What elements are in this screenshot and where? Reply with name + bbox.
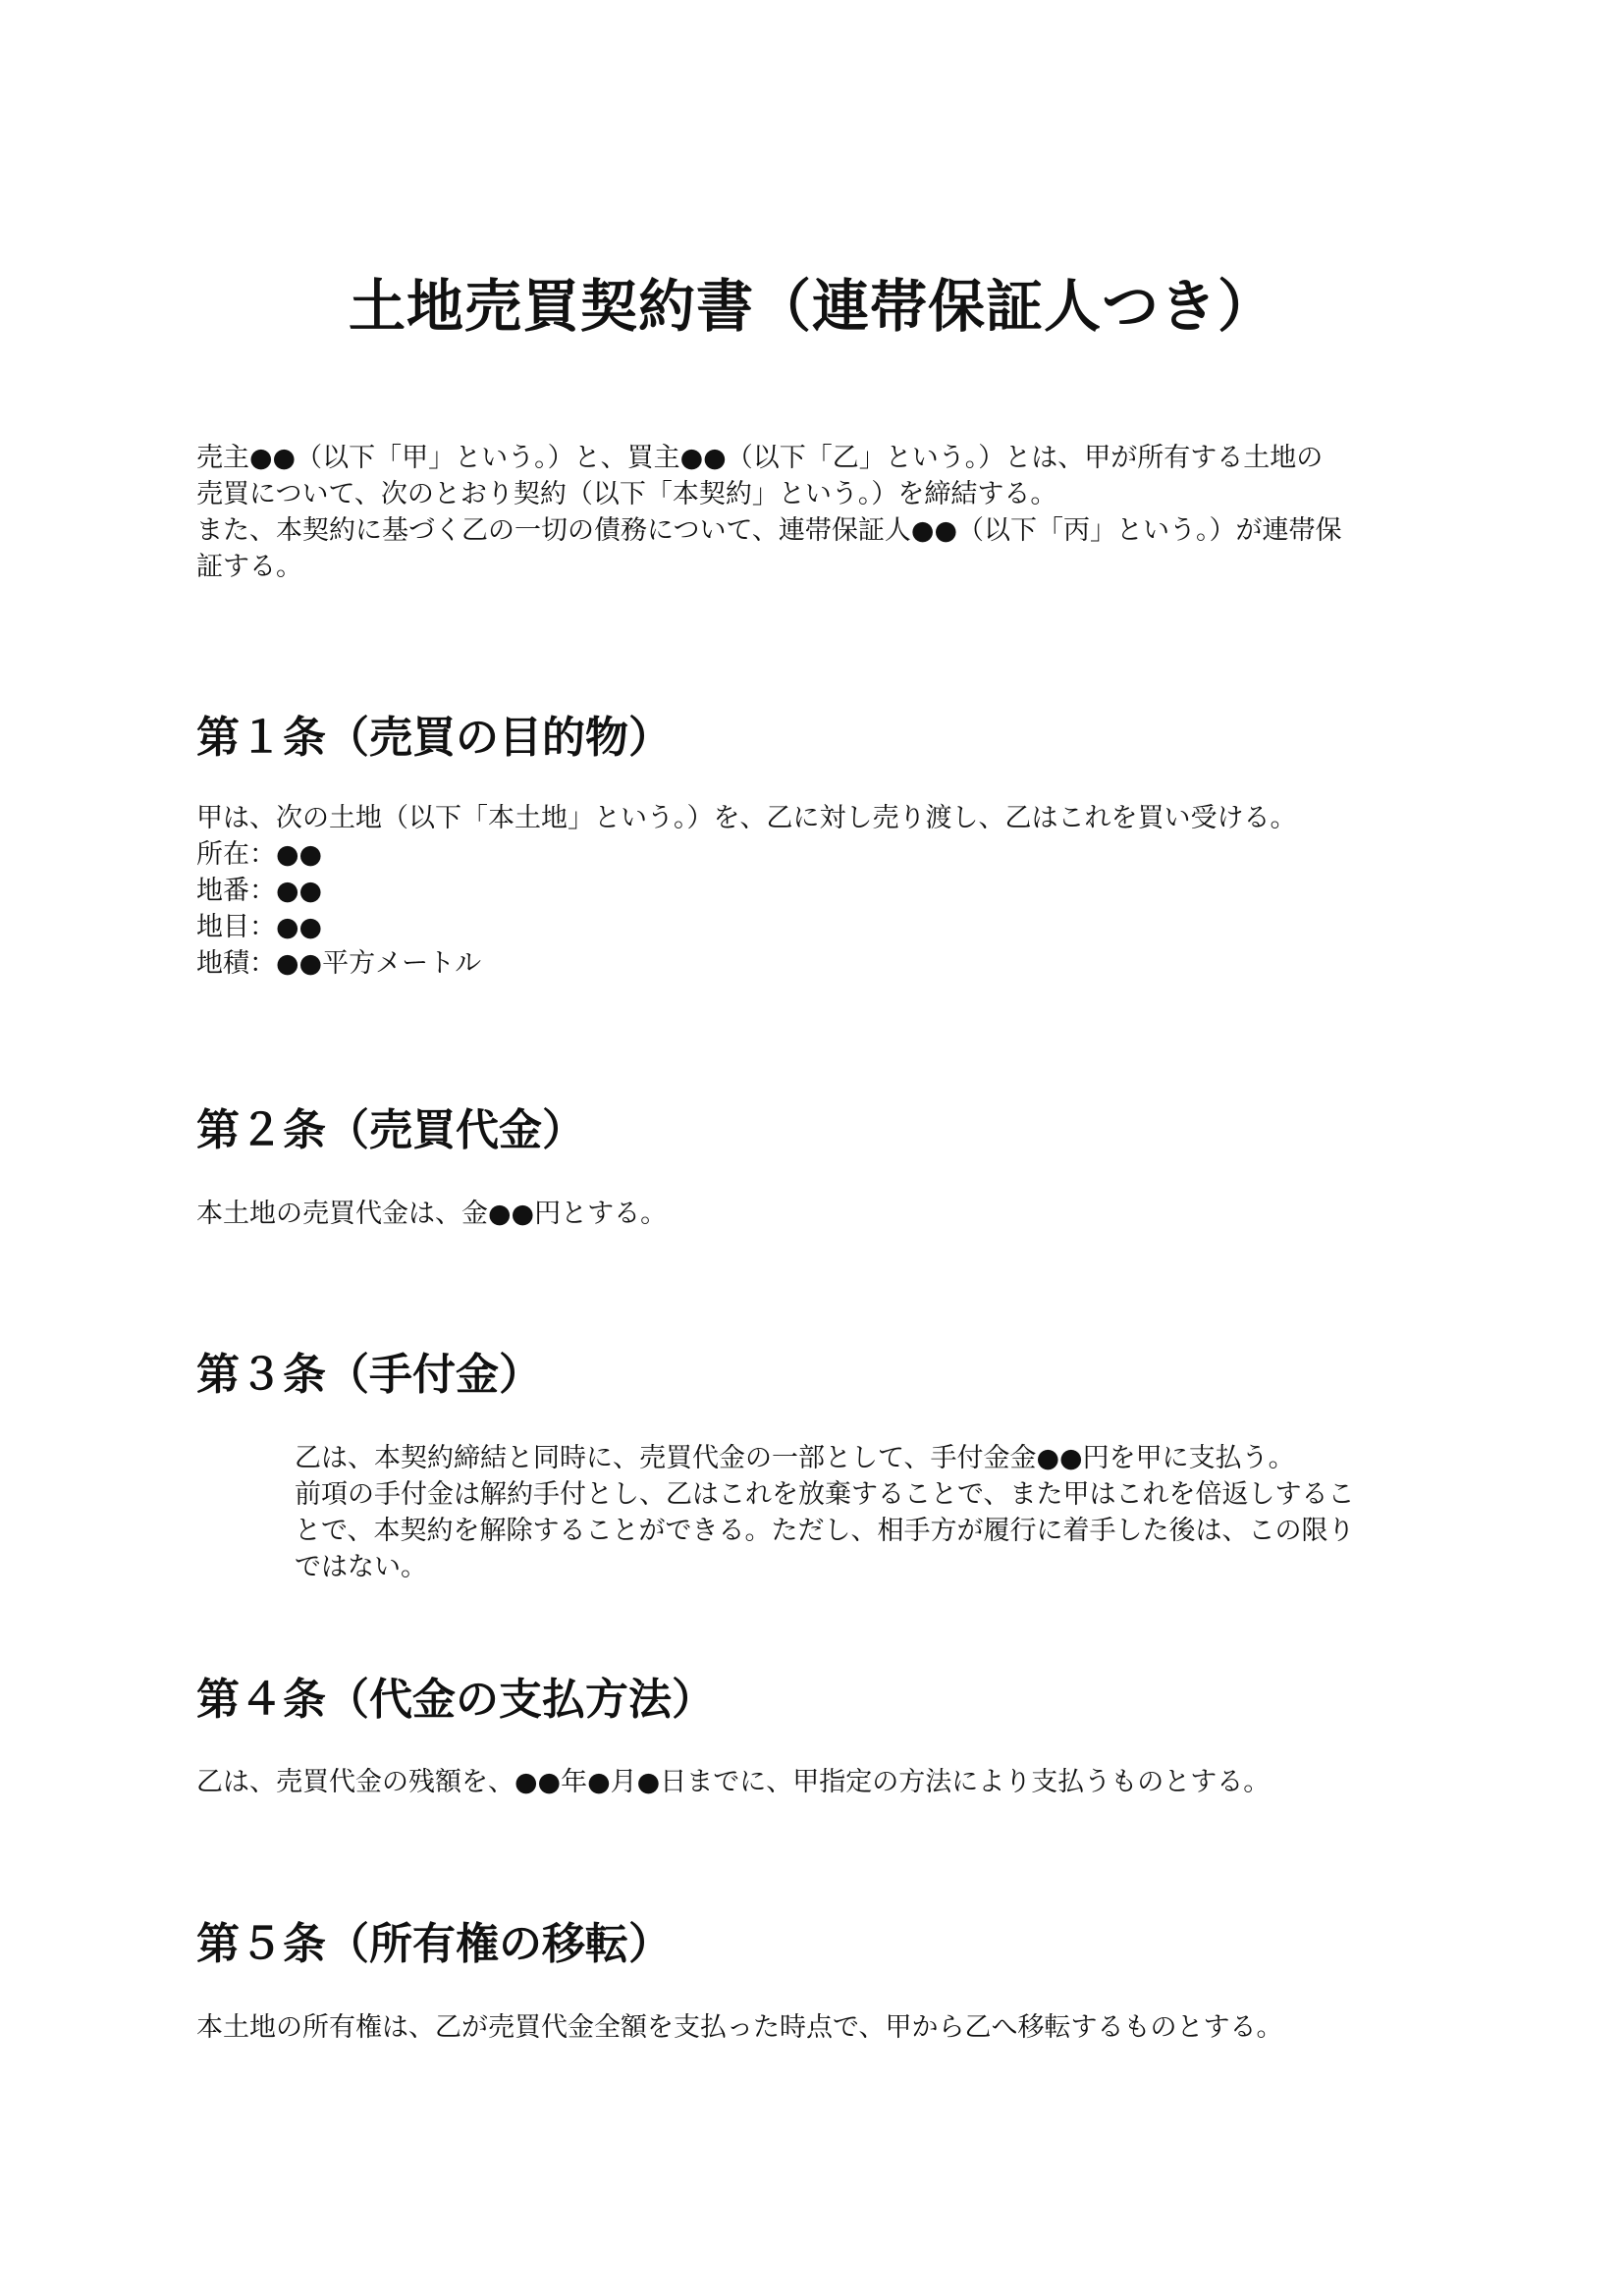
article-3-heading: 第３条（手付金） — [196, 1350, 542, 1400]
article-3-line: 前項の手付金は解約手付とし、乙はこれを放棄することで、また甲はこれを倍返しするこ — [295, 1479, 1355, 1510]
document-title: 土地売買契約書（連帯保証人つき） — [348, 273, 1275, 340]
article-1-body — [196, 800, 1434, 982]
article-5-heading: 第５条（所有権の移転） — [196, 1919, 672, 1969]
preamble-line: 売主●●（以下「甲」という。）と、買主●●（以下「乙」という。）とは、甲が所有する土地の — [196, 443, 1324, 473]
preamble — [196, 440, 1434, 585]
article-3-line: とで、本契約を解除することができる。ただし、相手方が履行に着手した後は、この限り — [295, 1516, 1355, 1546]
article-2-body — [196, 1196, 1434, 1232]
article-3-body — [295, 1440, 1404, 1585]
article-3-line: ではない。 — [295, 1552, 427, 1582]
article-4-body — [196, 1764, 1434, 1800]
article-1-line: 地目：●● — [196, 912, 323, 942]
article-1-line: 所在：●● — [196, 839, 323, 870]
article-5-line: 本土地の所有権は、乙が売買代金全額を支払った時点で、甲から乙へ移転するものとする。 — [196, 2012, 1283, 2043]
article-1-heading: 第１条（売買の目的物） — [196, 713, 672, 763]
article-5-body — [196, 2009, 1434, 2046]
preamble-line: 証する。 — [196, 552, 302, 582]
article-2-heading: 第２条（売買代金） — [196, 1105, 585, 1155]
preamble-line: また、本契約に基づく乙の一切の債務について、連帯保証人●●（以下「丙」という。）が連帯保 — [196, 515, 1342, 546]
article-4-line: 乙は、売買代金の残額を、●●年●月●日までに、甲指定の方法により支払うものとする。 — [196, 1767, 1271, 1797]
article-1-line: 地積：●●平方メートル — [196, 948, 482, 979]
article-1-line: 地番：●● — [196, 876, 323, 906]
article-4-heading: 第４条（代金の支払方法） — [196, 1675, 715, 1725]
article-3-line: 乙は、本契約締結と同時に、売買代金の一部として、手付金金●●円を甲に支払う。 — [295, 1443, 1295, 1473]
article-1-line: 甲は、次の土地（以下「本土地」という。）を、乙に対し売り渡し、乙はこれを買い受ける。 — [196, 803, 1297, 833]
preamble-line: 売買について、次のとおり契約（以下「本契約」という。）を締結する。 — [196, 479, 1057, 509]
article-2-line: 本土地の売買代金は、金●●円とする。 — [196, 1199, 668, 1229]
